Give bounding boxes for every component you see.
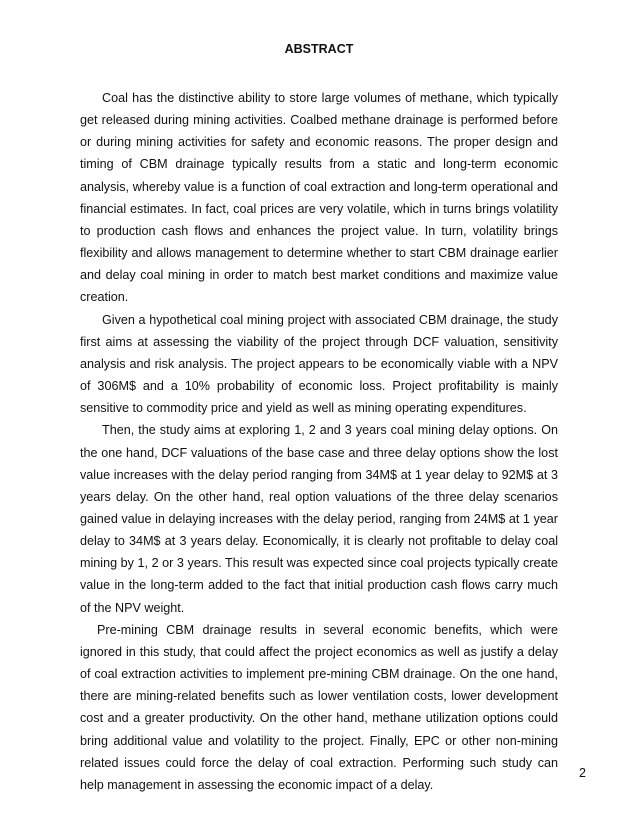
page-number: 2 <box>579 766 586 780</box>
paragraph-1: Coal has the distinctive ability to store large volumes of methane, which typically get released during mining activities. Coalbed methane drainage is performed before or during mining activities for safety and economic reasons. The proper design and timing of CBM drainage typically results from a static and long-term economic analysis, whereby value is a function of coal extraction and long-term operational and financial estimates. In fact, coal prices are very volatile, which in turns brings volatility to production cash flows and enhances the project value. In turn, volatility brings flexibility and allows management to determine whether to start CBM drainage earlier and delay coal mining in order to match best market conditions and maximize value creation. <box>80 91 558 305</box>
paragraph-2: Given a hypothetical coal mining project with associated CBM drainage, the study first aims at assessing the viability of the project through DCF valuation, sensitivity analysis and risk analysis. The project appears to be economically viable with a NPV of 306M$ and a 10% probability of economic loss. Project profitability is mainly sensitive to commodity price and yield as well as mining operating expenditures. <box>80 312 558 416</box>
abstract-body <box>80 87 558 796</box>
paragraph-3: Then, the study aims at exploring 1, 2 and 3 years coal mining delay options. On the one hand, DCF valuations of the base case and three delay options show the lost value increases with the delay period ranging from 34M$ at 1 year delay to 92M$ at 3 years delay. On the other hand, real option valuations of the three delay scenarios gained value in delaying increases with the delay period, ranging from 24M$ at 1 year delay to 34M$ at 3 years delay. Economically, it is clearly not profitable to delay coal mining by 1, 2 or 3 years. This result was expected since coal projects typically create value in the long-term added to the fact that initial production cash flows carry much of the NPV weight. <box>80 423 558 615</box>
paragraph-4: Pre-mining CBM drainage results in several economic benefits, which were ignored in this study, that could affect the project economics as well as justify a delay of coal extraction activities to implement pre-mining CBM drainage. On the one hand, there are mining-related benefits such as lower ventilation costs, lower development cost and a greater productivity. On the other hand, methane utilization options could bring additional value and volatility to the project. Finally, EPC or other non-mining related issues could force the delay of coal extraction. Performing such study can help management in assessing the economic impact of a delay. <box>80 622 558 792</box>
abstract-heading: ABSTRACT <box>284 42 354 56</box>
